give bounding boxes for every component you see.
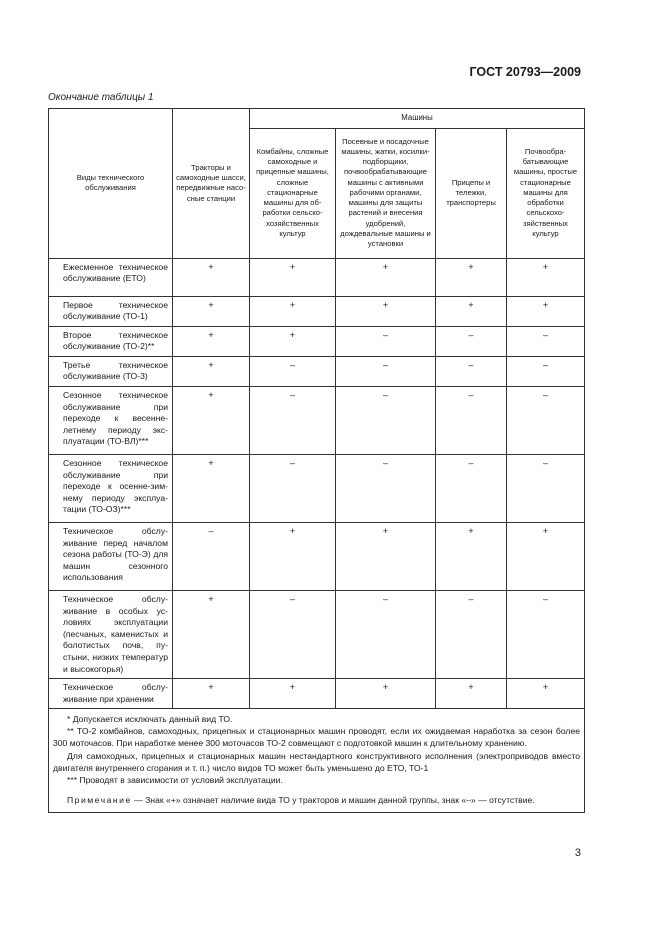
applicability-mark: – <box>250 591 336 679</box>
applicability-mark: + <box>250 679 336 709</box>
applicability-mark: – <box>336 356 436 386</box>
applicability-mark: + <box>436 523 507 591</box>
applicability-mark: – <box>336 455 436 523</box>
applicability-mark: + <box>336 296 436 326</box>
table-caption: Окончание таблицы 1 <box>48 92 154 103</box>
service-type-cell: Третье техническое обслуживание (ТО-3) <box>49 356 173 386</box>
applicability-mark: + <box>507 523 585 591</box>
remark-text: — Знак «+» означает наличие вида ТО у тракторов и машин данной группы, знак «–» — отсутствие. <box>131 794 535 805</box>
applicability-mark: – <box>507 356 585 386</box>
applicability-mark: – <box>507 326 585 356</box>
notes-row <box>49 709 585 812</box>
header-tillage-machines: Почвообрабатывающие машины, простые стационарные машины для обработки сельскохозяйственных культур <box>507 128 585 258</box>
header-combines: Комбайны, сложные самоходные и прицепные машины, сложные стационарные машины для обработки сельскохозяйственных культур <box>250 128 336 258</box>
footnote-2-continued: Для самоходных, прицепных и стационарных машин нестандартного конструктивного исполнения (электроприводов вместо двигателя внутреннего сгорания и т. п.) число видов ТО может быть уменьшено до ЕТО, ТО-1 <box>53 750 581 773</box>
applicability-mark: + <box>173 296 250 326</box>
service-type-cell: Техническое обслуживание перед началом сезона работы (ТО-Э) для машин сезонного использования <box>49 523 173 591</box>
table-row <box>49 326 585 356</box>
applicability-mark: – <box>250 387 336 455</box>
applicability-mark: – <box>336 387 436 455</box>
page-number: 3 <box>574 847 581 859</box>
service-type-cell: Сезонное техническое обслуживание при переходе к весеннелетнему периоду эксплуатации (ТО-ВЛ)*** <box>49 387 173 455</box>
maintenance-table <box>48 108 585 813</box>
table-remark <box>53 794 580 806</box>
footnote-1: * Допускается исключать данный вид ТО. <box>67 714 233 725</box>
applicability-mark: – <box>173 523 250 591</box>
applicability-mark: + <box>250 296 336 326</box>
applicability-mark: + <box>336 679 436 709</box>
applicability-mark: + <box>173 326 250 356</box>
applicability-mark: + <box>250 523 336 591</box>
document-code: ГОСТ 20793—2009 <box>469 65 581 79</box>
remark-label: Примечание <box>67 794 132 805</box>
applicability-mark: – <box>436 455 507 523</box>
table-row <box>49 296 585 326</box>
service-type-cell: Техническое обслуживание при хранении <box>49 679 173 709</box>
applicability-mark: + <box>173 455 250 523</box>
table-row <box>49 387 585 455</box>
header-machines-group: Машины <box>250 109 585 129</box>
applicability-mark: + <box>250 326 336 356</box>
notes-cell <box>49 709 585 812</box>
table-row <box>49 679 585 709</box>
applicability-mark: + <box>173 679 250 709</box>
applicability-mark: + <box>336 258 436 296</box>
footnote-3: *** Проводят в зависимости от условий эксплуатации. <box>67 774 283 785</box>
applicability-mark: + <box>436 296 507 326</box>
header-tractors: Тракторы и самоходные шасси, передвижные насосные станции <box>173 109 250 259</box>
table-row <box>49 591 585 679</box>
applicability-mark: – <box>436 326 507 356</box>
table-row <box>49 455 585 523</box>
header-sowing-machines: Посевные и посадочные машины, жатки, косилки-подборщики, почвообрабатывающие машины с активными рабочими органами, машины для защиты растений и внесения удобрений, дождевальные машины и установки <box>336 128 436 258</box>
header-trailers: Прицепы и тележки, транспортеры <box>436 128 507 258</box>
table-row <box>49 258 585 296</box>
applicability-mark: – <box>336 326 436 356</box>
applicability-mark: – <box>250 356 336 386</box>
applicability-mark: + <box>507 296 585 326</box>
applicability-mark: – <box>507 591 585 679</box>
applicability-mark: – <box>436 591 507 679</box>
applicability-mark: – <box>336 591 436 679</box>
service-type-cell: Второе техническое обслуживание (ТО-2)** <box>49 326 173 356</box>
applicability-mark: + <box>173 591 250 679</box>
applicability-mark: + <box>173 258 250 296</box>
applicability-mark: – <box>436 356 507 386</box>
applicability-mark: + <box>507 258 585 296</box>
service-type-cell: Первое техническое обслуживание (ТО-1) <box>49 296 173 326</box>
applicability-mark: + <box>173 387 250 455</box>
table-row <box>49 356 585 386</box>
service-type-cell: Ежесменное техническое обслуживание (ЕТО) <box>49 258 173 296</box>
applicability-mark: – <box>250 455 336 523</box>
header-service-type: Виды технического обслуживания <box>49 109 173 259</box>
applicability-mark: + <box>250 258 336 296</box>
applicability-mark: – <box>436 387 507 455</box>
applicability-mark: – <box>507 387 585 455</box>
applicability-mark: + <box>336 523 436 591</box>
applicability-mark: – <box>507 455 585 523</box>
applicability-mark: + <box>507 679 585 709</box>
applicability-mark: + <box>173 356 250 386</box>
service-type-cell: Техническое обслуживание в особых условиях эксплуатации (песчаных, каменистых и болотистых почв, пустыни, низких температур и высокогорья) <box>49 591 173 679</box>
service-type-cell: Сезонное техническое обслуживание при переходе к осенне-зимнему периоду эксплуатации (ТО-ОЗ)*** <box>49 455 173 523</box>
footnote-2: ** ТО-2 комбайнов, самоходных, прицепных и стационарных машин проводят, если их ожидаемая наработка за сезон более 300 моточасов. При наработке менее 300 моточасов ТО-2 совмещают с подготовкой машин к длительному хранению. <box>53 726 581 749</box>
header-row-1 <box>49 109 585 129</box>
table-row <box>49 523 585 591</box>
applicability-mark: + <box>436 258 507 296</box>
applicability-mark: + <box>436 679 507 709</box>
